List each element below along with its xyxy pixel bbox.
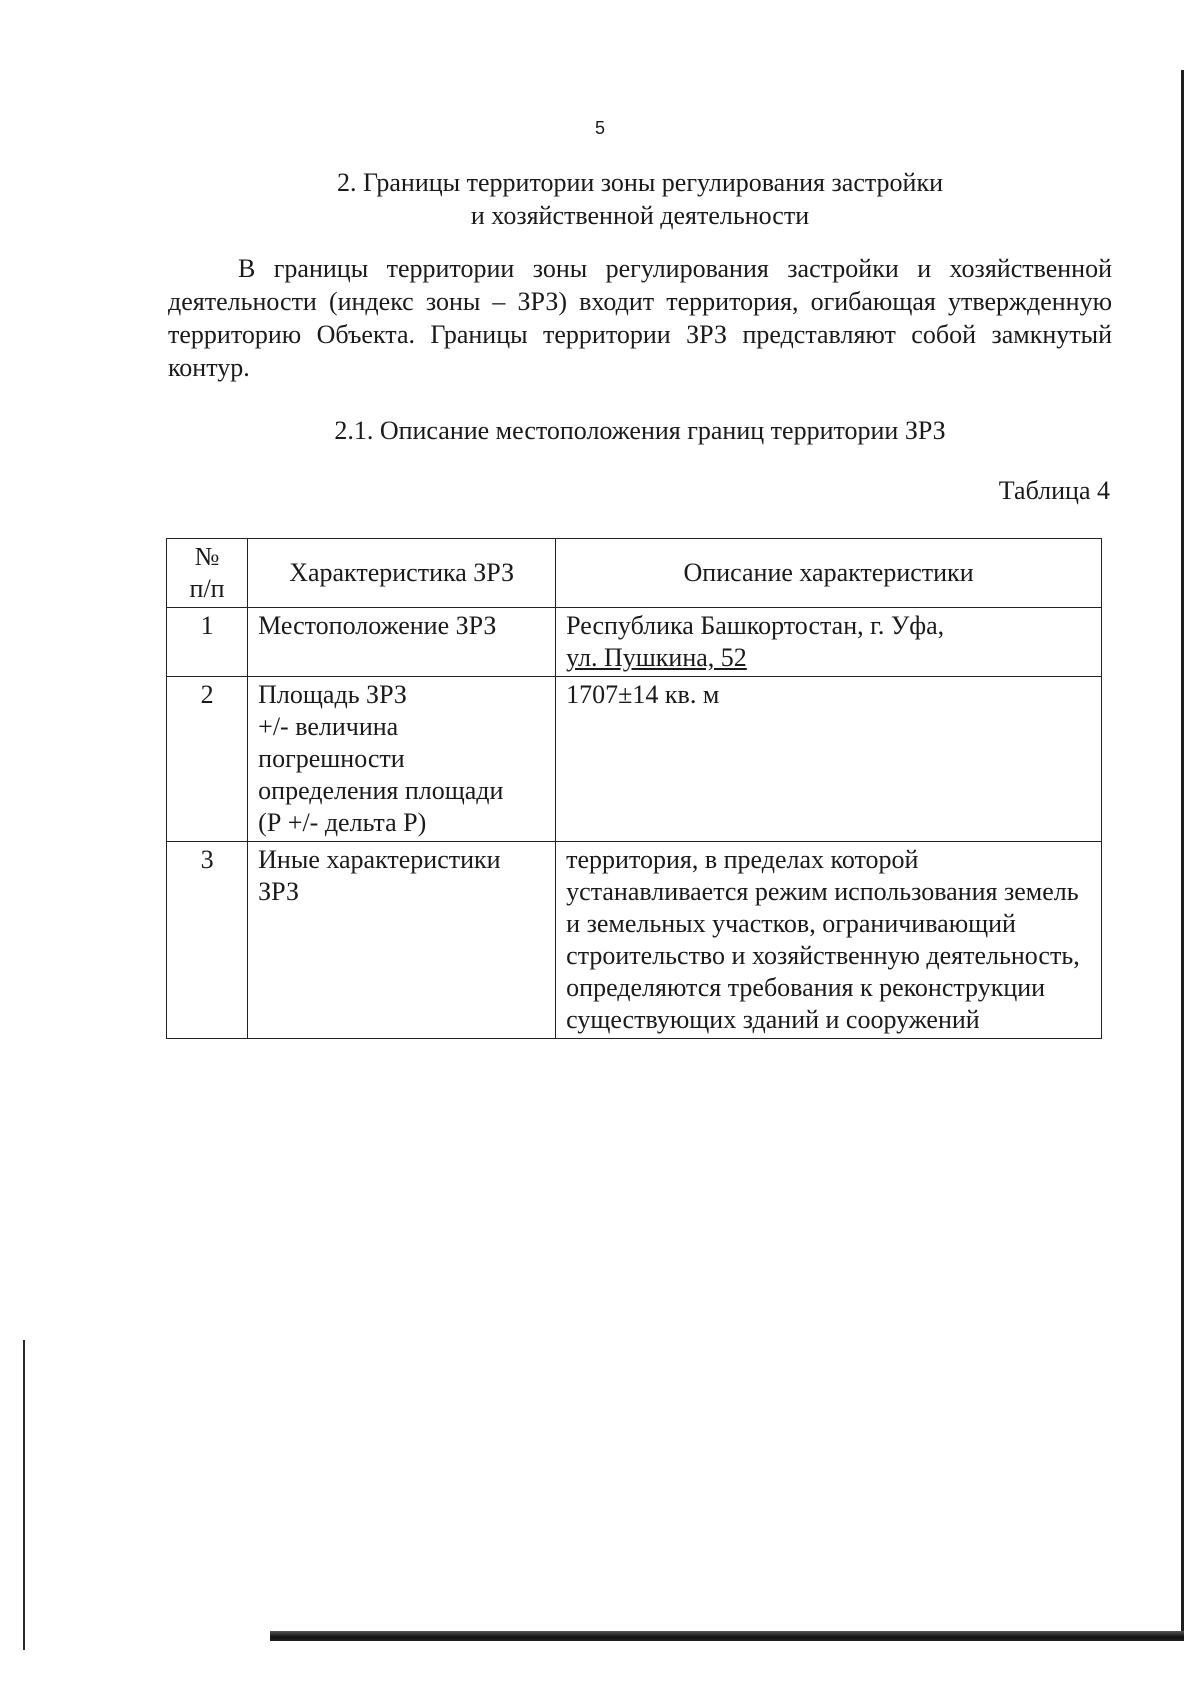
row-description	[556, 608, 1102, 677]
zrz-characteristics-table	[166, 538, 1102, 1039]
header-description: Описание характеристики	[556, 539, 1102, 608]
row-number: 1	[167, 608, 248, 677]
row-characteristic-line: (Р +/- дельта Р)	[258, 808, 427, 837]
section-heading	[200, 166, 1080, 232]
row-characteristic	[248, 677, 556, 842]
scan-edge-bottom	[270, 1631, 1184, 1641]
table-caption: Таблица 4	[998, 476, 1110, 505]
header-characteristic: Характеристика ЗРЗ	[248, 539, 556, 608]
section-heading-line-2: и хозяйственной деятельности	[470, 201, 810, 230]
row-characteristic: Местоположение ЗРЗ	[248, 608, 556, 677]
row-characteristic-line: определения площади	[258, 776, 504, 805]
page-number: 5	[594, 118, 605, 138]
table-row	[167, 677, 1102, 842]
row-characteristic-line: Площадь ЗРЗ	[258, 680, 407, 709]
row-characteristic: Иные характеристики ЗРЗ	[248, 842, 556, 1039]
scan-edge-left	[23, 1340, 25, 1650]
body-paragraph: В границы территории зоны регулирования застройки и хозяйственной деятельности (индекс зоны – ЗРЗ) входит территория, огибающая утвержденную территорию Объекта. Границы территории ЗРЗ представляют собой замкнутый контур.	[168, 254, 1112, 382]
table-header-row	[167, 539, 1102, 608]
row-number: 2	[167, 677, 248, 842]
row-description: территория, в пределах которой устанавливается режим использования земель и земельных участков, ограничивающий строительство и хозяйственную деятельность, определяются требования к реконструкции существующих зданий и сооружений	[556, 842, 1102, 1039]
row-description: 1707±14 кв. м	[556, 677, 1102, 842]
row-number: 3	[167, 842, 248, 1039]
row-characteristic-line: +/- величина	[258, 712, 399, 741]
header-num-abbrev: п/п	[189, 574, 225, 603]
header-num-symbol: №	[194, 542, 220, 571]
table-row	[167, 842, 1102, 1039]
row-characteristic-line: погрешности	[258, 744, 405, 773]
subsection-heading: 2.1. Описание местоположения границ территории ЗРЗ	[334, 416, 946, 445]
section-heading-line-1: 2. Границы территории зоны регулирования застройки	[336, 168, 943, 197]
scan-edge-right	[1181, 70, 1184, 1640]
row-description-line: ул. Пушкина, 52	[566, 643, 747, 672]
row-description-line: Республика Башкортостан, г. Уфа,	[566, 611, 945, 640]
table-row	[167, 608, 1102, 677]
header-num	[167, 539, 248, 608]
